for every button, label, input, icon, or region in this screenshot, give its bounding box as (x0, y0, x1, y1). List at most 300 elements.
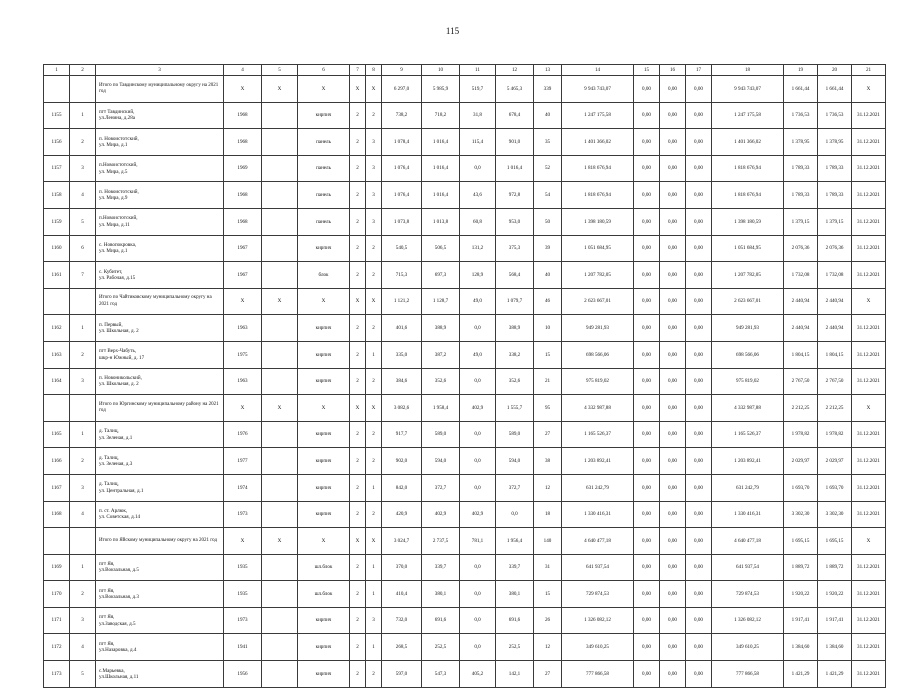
cell-col-7: 2 (350, 448, 366, 475)
cell-col-5 (262, 581, 298, 608)
cell-col-11: 131,2 (460, 235, 496, 262)
cell-col-21: X (852, 528, 886, 555)
cell-col-19: 1 736,53 (784, 102, 818, 129)
cell-col-10: 339,7 (422, 554, 460, 581)
cell-col-4: 1975 (224, 341, 262, 368)
cell-col-5 (262, 448, 298, 475)
cell-col-17: 0,00 (686, 155, 712, 182)
cell-col-16: 0,00 (660, 395, 686, 422)
cell-col-19: 2 029,97 (784, 448, 818, 475)
cell-col-14: 975 819,02 (562, 368, 634, 395)
cell-col-10: 387,2 (422, 341, 460, 368)
cell-col-14: 949 281,93 (562, 315, 634, 342)
cell-col-8: 2 (366, 501, 382, 528)
cell-col-12: 589,0 (496, 421, 534, 448)
cell-col-11: 0,0 (460, 581, 496, 608)
cell-col-12: 339,7 (496, 554, 534, 581)
cell-col-7: 2 (350, 341, 366, 368)
cell-col-20: 1 920,22 (818, 581, 852, 608)
cell-col-15: 0,00 (634, 501, 660, 528)
column-header-20: 20 (818, 65, 852, 76)
cell-col-11: 0,0 (460, 554, 496, 581)
cell-col-13: 35 (534, 129, 562, 156)
cell-col-4: 1967 (224, 235, 262, 262)
cell-col-3: д. Талиц, ул. Центральная, д.1 (96, 474, 224, 501)
cell-col-8: 2 (366, 661, 382, 688)
cell-col-1: 1169 (44, 554, 70, 581)
cell-col-9: 1 121,2 (382, 288, 422, 315)
cell-col-21: 31.12.2021 (852, 129, 886, 156)
cell-col-3: с. Новопокровка, ул. Мира, д.1 (96, 235, 224, 262)
cell-col-15: 0,00 (634, 395, 660, 422)
cell-col-20: 2 440,94 (818, 288, 852, 315)
cell-col-8: 2 (366, 421, 382, 448)
cell-col-15: 0,00 (634, 421, 660, 448)
cell-col-10: 1 128,7 (422, 288, 460, 315)
column-header-19: 19 (784, 65, 818, 76)
table-row (44, 262, 886, 289)
cell-col-16: 0,00 (660, 581, 686, 608)
column-number-row (44, 65, 886, 76)
cell-col-9: 902,0 (382, 448, 422, 475)
cell-col-7: X (350, 76, 366, 103)
cell-col-16: 0,00 (660, 501, 686, 528)
cell-col-9: 540,5 (382, 235, 422, 262)
cell-col-12: 380,1 (496, 581, 534, 608)
cell-col-11: 0,0 (460, 315, 496, 342)
cell-col-2: 4 (70, 634, 96, 661)
cell-col-8: 1 (366, 634, 382, 661)
cell-col-14: 641 937,54 (562, 554, 634, 581)
table-row (44, 607, 886, 634)
total-row (44, 76, 886, 103)
cell-col-2: 3 (70, 368, 96, 395)
cell-col-18: 631 242,79 (712, 474, 784, 501)
cell-col-8: X (366, 395, 382, 422)
cell-col-1 (44, 288, 70, 315)
cell-col-4: 1968 (224, 129, 262, 156)
cell-col-19: 1 789,33 (784, 155, 818, 182)
cell-col-2: 7 (70, 262, 96, 289)
cell-col-6: кирпич (298, 315, 350, 342)
cell-col-6: кирпич (298, 235, 350, 262)
cell-col-7: 2 (350, 102, 366, 129)
cell-col-20: 1 804,15 (818, 341, 852, 368)
cell-col-11: 31,8 (460, 102, 496, 129)
cell-col-15: 0,00 (634, 315, 660, 342)
cell-col-14: 631 242,79 (562, 474, 634, 501)
cell-col-1: 1162 (44, 315, 70, 342)
cell-col-19: 2 212,25 (784, 395, 818, 422)
cell-col-4: 1973 (224, 607, 262, 634)
cell-col-15: 0,00 (634, 528, 660, 555)
cell-col-21: 31.12.2021 (852, 474, 886, 501)
cell-col-4: 1977 (224, 448, 262, 475)
cell-col-3: Итого по Чайтиковскому муниципальному округу на 2021 год (96, 288, 224, 315)
cell-col-18: 4 640 477,18 (712, 528, 784, 555)
cell-col-5 (262, 501, 298, 528)
cell-col-13: 31 (534, 554, 562, 581)
cell-col-5: X (262, 528, 298, 555)
cell-col-5: X (262, 288, 298, 315)
cell-col-15: 0,00 (634, 102, 660, 129)
cell-col-10: 691,6 (422, 607, 460, 634)
cell-col-10: 506,5 (422, 235, 460, 262)
cell-col-4: 1969 (224, 155, 262, 182)
cell-col-8: 2 (366, 315, 382, 342)
cell-col-10: 372,7 (422, 474, 460, 501)
cell-col-7: 2 (350, 235, 366, 262)
cell-col-14: 4 332 987,88 (562, 395, 634, 422)
cell-col-11: 0,0 (460, 368, 496, 395)
cell-col-8: 2 (366, 368, 382, 395)
cell-col-5: X (262, 76, 298, 103)
cell-col-1: 1161 (44, 262, 70, 289)
cell-col-15: 0,00 (634, 262, 660, 289)
cell-col-19: 2 767,50 (784, 368, 818, 395)
table-row (44, 474, 886, 501)
cell-col-1: 1155 (44, 102, 70, 129)
cell-col-3: Итого по Тавдинскому муниципальному округу на 2021 год (96, 76, 224, 103)
cell-col-3: п. Новоникольский, ул. Школьная, д. 2 (96, 368, 224, 395)
cell-col-2: 1 (70, 315, 96, 342)
cell-col-19: 1 889,72 (784, 554, 818, 581)
cell-col-20: 1 917,41 (818, 607, 852, 634)
cell-col-20: 2 440,94 (818, 315, 852, 342)
table-row (44, 368, 886, 395)
cell-col-15: 0,00 (634, 661, 660, 688)
cell-col-10: 1 016,4 (422, 129, 460, 156)
cell-col-20: 3 302,30 (818, 501, 852, 528)
cell-col-14: 1 165 526,37 (562, 421, 634, 448)
cell-col-4: 1968 (224, 102, 262, 129)
column-header-11: 11 (460, 65, 496, 76)
cell-col-1: 1163 (44, 341, 70, 368)
cell-col-16: 0,00 (660, 262, 686, 289)
cell-col-9: 3 024,7 (382, 528, 422, 555)
cell-col-2: 1 (70, 421, 96, 448)
cell-col-4: 1963 (224, 368, 262, 395)
cell-col-12: 953,0 (496, 208, 534, 235)
cell-col-14: 1 326 082,12 (562, 607, 634, 634)
cell-col-18: 1 247 175,58 (712, 102, 784, 129)
cell-col-4: 1935 (224, 581, 262, 608)
cell-col-15: 0,00 (634, 448, 660, 475)
cell-col-1: 1166 (44, 448, 70, 475)
cell-col-6: кирпич (298, 341, 350, 368)
cell-col-18: 4 332 987,88 (712, 395, 784, 422)
cell-col-7: X (350, 288, 366, 315)
cell-col-17: 0,00 (686, 288, 712, 315)
cell-col-9: 842,0 (382, 474, 422, 501)
cell-col-7: 2 (350, 554, 366, 581)
cell-col-16: 0,00 (660, 474, 686, 501)
cell-col-20: 1 978,82 (818, 421, 852, 448)
cell-col-6: кирпич (298, 448, 350, 475)
cell-col-3: с.Марьевка, ул.Школьная, д.11 (96, 661, 224, 688)
cell-col-20: 1 789,33 (818, 155, 852, 182)
cell-col-5 (262, 634, 298, 661)
cell-col-19: 2 076,36 (784, 235, 818, 262)
cell-col-12: 568,4 (496, 262, 534, 289)
cell-col-21: 31.12.2021 (852, 235, 886, 262)
cell-col-14: 349 610,25 (562, 634, 634, 661)
cell-col-20: 1 379,15 (818, 208, 852, 235)
cell-col-8: 3 (366, 607, 382, 634)
cell-col-10: 697,3 (422, 262, 460, 289)
cell-col-5 (262, 235, 298, 262)
cell-col-6: панель (298, 155, 350, 182)
cell-col-17: 0,00 (686, 395, 712, 422)
cell-col-5 (262, 607, 298, 634)
cell-col-9: 3 082,6 (382, 395, 422, 422)
cell-col-12: 691,6 (496, 607, 534, 634)
page-number: 115 (445, 26, 460, 36)
cell-col-5: X (262, 395, 298, 422)
cell-col-3: д. Талиц, ул. Зеленая, д.3 (96, 448, 224, 475)
table-row (44, 448, 886, 475)
cell-col-8: 3 (366, 208, 382, 235)
table-row (44, 235, 886, 262)
cell-col-3: п.Новоистотский, ул. Мира, д.11 (96, 208, 224, 235)
cell-col-3: пгт Яя, ул.Вокзальная, д.3 (96, 581, 224, 608)
cell-col-4: X (224, 395, 262, 422)
cell-col-18: 1 326 082,12 (712, 607, 784, 634)
cell-col-4: 1968 (224, 208, 262, 235)
cell-col-20: 2 212,25 (818, 395, 852, 422)
cell-col-17: 0,00 (686, 448, 712, 475)
cell-col-17: 0,00 (686, 182, 712, 209)
cell-col-20: 1 695,15 (818, 528, 852, 555)
cell-col-18: 949 281,93 (712, 315, 784, 342)
cell-col-6: X (298, 395, 350, 422)
cell-col-11: 519,7 (460, 76, 496, 103)
total-row (44, 395, 886, 422)
cell-col-12: 142,1 (496, 661, 534, 688)
cell-col-8: 2 (366, 235, 382, 262)
cell-col-21: 31.12.2021 (852, 661, 886, 688)
cell-col-10: 402,9 (422, 501, 460, 528)
cell-col-3: пгт Верх-Чабуть, шкр-н Южный, д. 17 (96, 341, 224, 368)
cell-col-3: п. Новоистотский, ул. Мира, д.9 (96, 182, 224, 209)
cell-col-18: 975 819,02 (712, 368, 784, 395)
cell-col-2: 3 (70, 607, 96, 634)
cell-col-15: 0,00 (634, 235, 660, 262)
cell-col-10: 380,1 (422, 581, 460, 608)
cell-col-9: 715,3 (382, 262, 422, 289)
cell-col-21: 31.12.2021 (852, 554, 886, 581)
table-row (44, 155, 886, 182)
cell-col-20: 1 378,95 (818, 129, 852, 156)
cell-col-13: 38 (534, 448, 562, 475)
cell-col-7: 2 (350, 315, 366, 342)
cell-col-15: 0,00 (634, 607, 660, 634)
cell-col-19: 2 440,94 (784, 288, 818, 315)
cell-col-21: 31.12.2021 (852, 368, 886, 395)
cell-col-18: 9 943 743,07 (712, 76, 784, 103)
cell-col-8: 3 (366, 129, 382, 156)
cell-col-3: пгт Тавдинский, ул.Ленина, д.28а (96, 102, 224, 129)
cell-col-12: 375,3 (496, 235, 534, 262)
cell-col-18: 698 566,06 (712, 341, 784, 368)
cell-col-10: 252,5 (422, 634, 460, 661)
cell-col-9: 420,9 (382, 501, 422, 528)
cell-col-17: 0,00 (686, 634, 712, 661)
total-row (44, 288, 886, 315)
cell-col-15: 0,00 (634, 76, 660, 103)
cell-col-17: 0,00 (686, 315, 712, 342)
cell-col-6: панель (298, 182, 350, 209)
cell-col-17: 0,00 (686, 208, 712, 235)
cell-col-4: 1968 (224, 182, 262, 209)
cell-col-16: 0,00 (660, 76, 686, 103)
cell-col-8: 1 (366, 341, 382, 368)
cell-col-16: 0,00 (660, 129, 686, 156)
cell-col-7: 2 (350, 262, 366, 289)
cell-col-15: 0,00 (634, 554, 660, 581)
cell-col-20: 1 732,08 (818, 262, 852, 289)
cell-col-12: 1 016,4 (496, 155, 534, 182)
cell-col-11: 405,2 (460, 661, 496, 688)
cell-col-12: 901,0 (496, 129, 534, 156)
cell-col-21: 31.12.2021 (852, 501, 886, 528)
cell-col-21: X (852, 76, 886, 103)
cell-col-18: 1 818 676,94 (712, 182, 784, 209)
cell-col-20: 1 889,72 (818, 554, 852, 581)
cell-col-21: 31.12.2021 (852, 182, 886, 209)
cell-col-10: 2 737,5 (422, 528, 460, 555)
cell-col-3: п.Новоистотский, ул. Мира, д.5 (96, 155, 224, 182)
cell-col-4: 1967 (224, 262, 262, 289)
cell-col-2: 2 (70, 341, 96, 368)
cell-col-13: 12 (534, 474, 562, 501)
cell-col-15: 0,00 (634, 129, 660, 156)
table-row (44, 501, 886, 528)
cell-col-3: Итого по Яйскому муниципальному округу на 2021 год (96, 528, 224, 555)
cell-col-18: 729 874,53 (712, 581, 784, 608)
cell-col-12: 352,6 (496, 368, 534, 395)
cell-col-17: 0,00 (686, 421, 712, 448)
column-header-9: 9 (382, 65, 422, 76)
cell-col-7: 2 (350, 607, 366, 634)
table-row (44, 129, 886, 156)
table-row (44, 208, 886, 235)
cell-col-6: кирпич (298, 368, 350, 395)
cell-col-12: 0,0 (496, 501, 534, 528)
cell-col-8: 2 (366, 102, 382, 129)
cell-col-16: 0,00 (660, 182, 686, 209)
cell-col-1: 1171 (44, 607, 70, 634)
cell-col-8: X (366, 76, 382, 103)
cell-col-7: 2 (350, 129, 366, 156)
cell-col-1: 1160 (44, 235, 70, 262)
cell-col-9: 597,0 (382, 661, 422, 688)
cell-col-3: п. Новоистотский, ул. Мира, д.1 (96, 129, 224, 156)
cell-col-13: 140 (534, 528, 562, 555)
cell-col-12: 678,4 (496, 102, 534, 129)
cell-col-17: 0,00 (686, 661, 712, 688)
cell-col-18: 349 610,25 (712, 634, 784, 661)
cell-col-1: 1167 (44, 474, 70, 501)
cell-col-13: 10 (534, 315, 562, 342)
cell-col-16: 0,00 (660, 288, 686, 315)
cell-col-17: 0,00 (686, 528, 712, 555)
cell-col-9: 1 078,4 (382, 129, 422, 156)
cell-col-4: X (224, 288, 262, 315)
cell-col-10: 1 016,4 (422, 182, 460, 209)
cell-col-6: X (298, 76, 350, 103)
cell-col-3: п. ст. Арлюк, ул. Советская, д.14 (96, 501, 224, 528)
cell-col-3: пгт Яя, ул.Назаровка, д.4 (96, 634, 224, 661)
cell-col-11: 402,9 (460, 395, 496, 422)
cell-col-6: панель (298, 129, 350, 156)
table-row (44, 634, 886, 661)
cell-col-13: 21 (534, 368, 562, 395)
cell-col-9: 384,6 (382, 368, 422, 395)
cell-col-1: 1159 (44, 208, 70, 235)
cell-col-9: 401,6 (382, 315, 422, 342)
cell-col-6: панель (298, 208, 350, 235)
cell-col-10: 5 985,9 (422, 76, 460, 103)
column-header-10: 10 (422, 65, 460, 76)
cell-col-13: 95 (534, 395, 562, 422)
cell-col-8: 2 (366, 262, 382, 289)
cell-col-14: 698 566,06 (562, 341, 634, 368)
cell-col-9: 1 076,4 (382, 155, 422, 182)
cell-col-4: 1935 (224, 554, 262, 581)
cell-col-2: 5 (70, 208, 96, 235)
cell-col-21: 31.12.2021 (852, 634, 886, 661)
cell-col-12: 372,7 (496, 474, 534, 501)
cell-col-21: 31.12.2021 (852, 581, 886, 608)
cell-col-15: 0,00 (634, 208, 660, 235)
cell-col-19: 1 978,82 (784, 421, 818, 448)
cell-col-12: 252,5 (496, 634, 534, 661)
column-header-16: 16 (660, 65, 686, 76)
cell-col-18: 2 623 667,01 (712, 288, 784, 315)
cell-col-15: 0,00 (634, 288, 660, 315)
cell-col-7: 2 (350, 208, 366, 235)
cell-col-5 (262, 315, 298, 342)
cell-col-11: 0,0 (460, 474, 496, 501)
column-header-6: 6 (298, 65, 350, 76)
cell-col-11: 49,0 (460, 341, 496, 368)
cell-col-16: 0,00 (660, 448, 686, 475)
cell-col-17: 0,00 (686, 262, 712, 289)
cell-col-3: пгт Яя, ул.Заводская, д.5 (96, 607, 224, 634)
cell-col-1 (44, 395, 70, 422)
cell-col-9: 6 297,0 (382, 76, 422, 103)
cell-col-21: 31.12.2021 (852, 421, 886, 448)
cell-col-16: 0,00 (660, 208, 686, 235)
cell-col-16: 0,00 (660, 554, 686, 581)
cell-col-14: 1 051 684,95 (562, 235, 634, 262)
cell-col-17: 0,00 (686, 368, 712, 395)
cell-col-19: 2 440,94 (784, 315, 818, 342)
cell-col-2: 4 (70, 182, 96, 209)
column-header-4: 4 (224, 65, 262, 76)
cell-col-10: 352,6 (422, 368, 460, 395)
cell-col-15: 0,00 (634, 341, 660, 368)
cell-col-16: 0,00 (660, 421, 686, 448)
cell-col-19: 1 920,22 (784, 581, 818, 608)
total-row (44, 528, 886, 555)
cell-col-3: с. Кубитет, ул. Рабочая, д.15 (96, 262, 224, 289)
cell-col-21: 31.12.2021 (852, 607, 886, 634)
cell-col-7: 2 (350, 634, 366, 661)
column-header-7: 7 (350, 65, 366, 76)
cell-col-17: 0,00 (686, 581, 712, 608)
